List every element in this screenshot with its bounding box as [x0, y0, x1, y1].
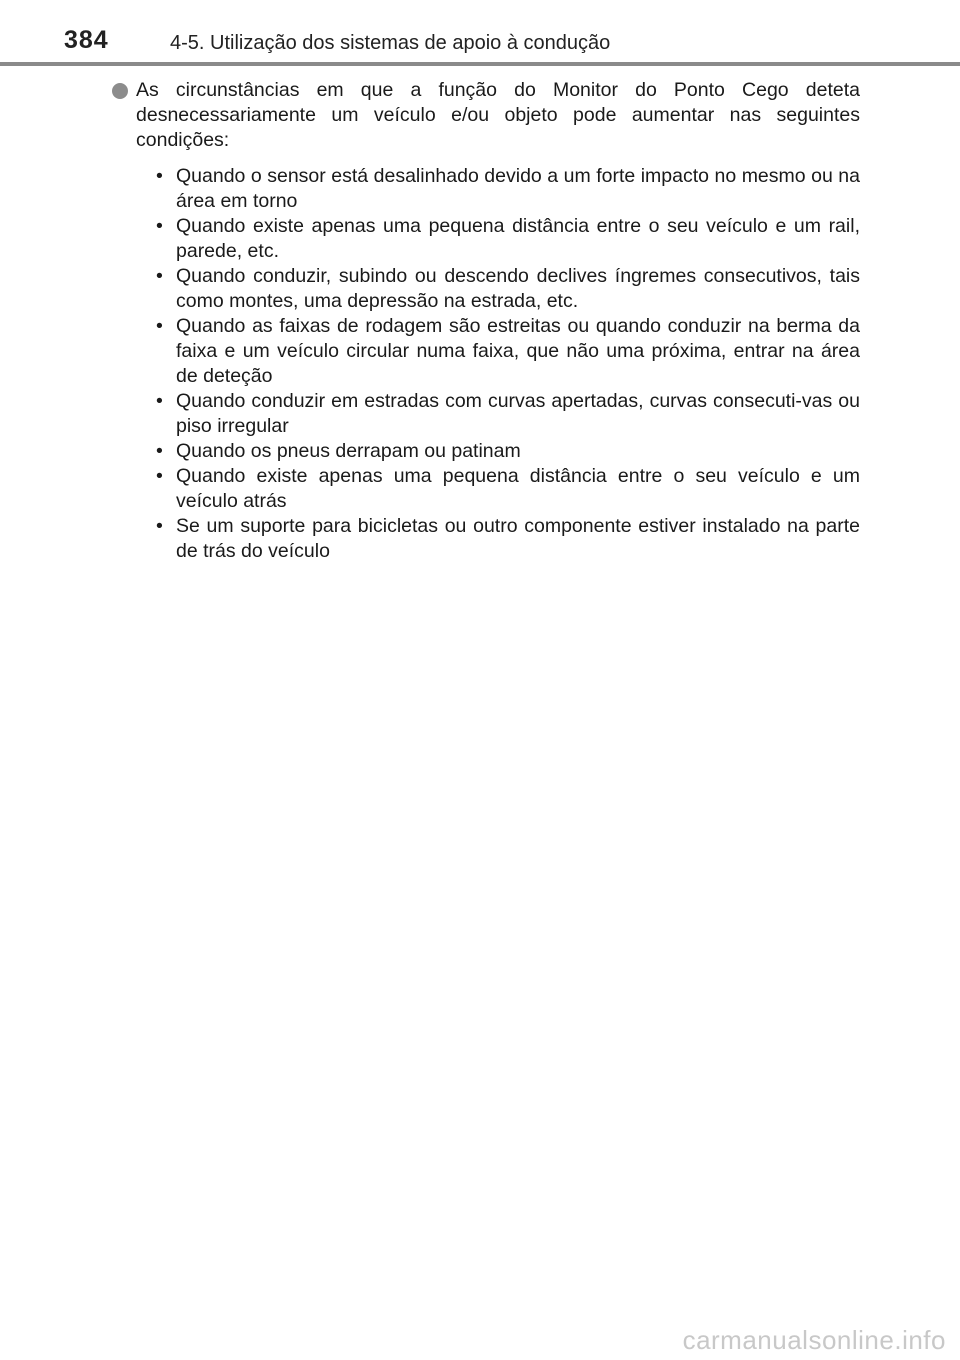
list-item: • Se um suporte para bicicletas ou outro componente estiver instalado na parte de trás do veículo [156, 514, 860, 564]
conditions-list [110, 164, 860, 564]
list-item: • Quando conduzir, subindo ou descendo declives íngremes consecutivos, tais como montes, uma depressão na estrada, etc. [156, 264, 860, 314]
page-header [0, 0, 960, 70]
main-content [110, 78, 860, 564]
list-item: • Quando existe apenas uma pequena distância entre o seu veículo e um veículo atrás [156, 464, 860, 514]
intro-text: As circunstâncias em que a função do Monitor do Ponto Cego deteta desnecessariamente um veículo e/ou objeto pode aumentar nas seguintes condições: [136, 79, 860, 151]
list-item: • Quando conduzir em estradas com curvas apertadas, curvas consecuti-vas ou piso irregular [156, 389, 860, 439]
page-number: 384 [64, 26, 109, 54]
watermark: carmanualsonline.info [682, 1325, 946, 1355]
list-item: • Quando o sensor está desalinhado devido a um forte impacto no mesmo ou na área em torno [156, 164, 860, 214]
list-item: • Quando as faixas de rodagem são estreitas ou quando conduzir na berma da faixa e um veículo circular numa faixa, que não uma próxima, entrar na área de deteção [156, 314, 860, 389]
circle-bullet-icon [112, 83, 128, 99]
list-item: • Quando existe apenas uma pequena distância entre o seu veículo e um rail, parede, etc. [156, 214, 860, 264]
list-item: • Quando os pneus derrapam ou patinam [156, 439, 860, 464]
section-title: 4-5. Utilização dos sistemas de apoio à condução [170, 32, 611, 54]
intro-paragraph [110, 78, 860, 153]
header-rule [0, 62, 960, 66]
